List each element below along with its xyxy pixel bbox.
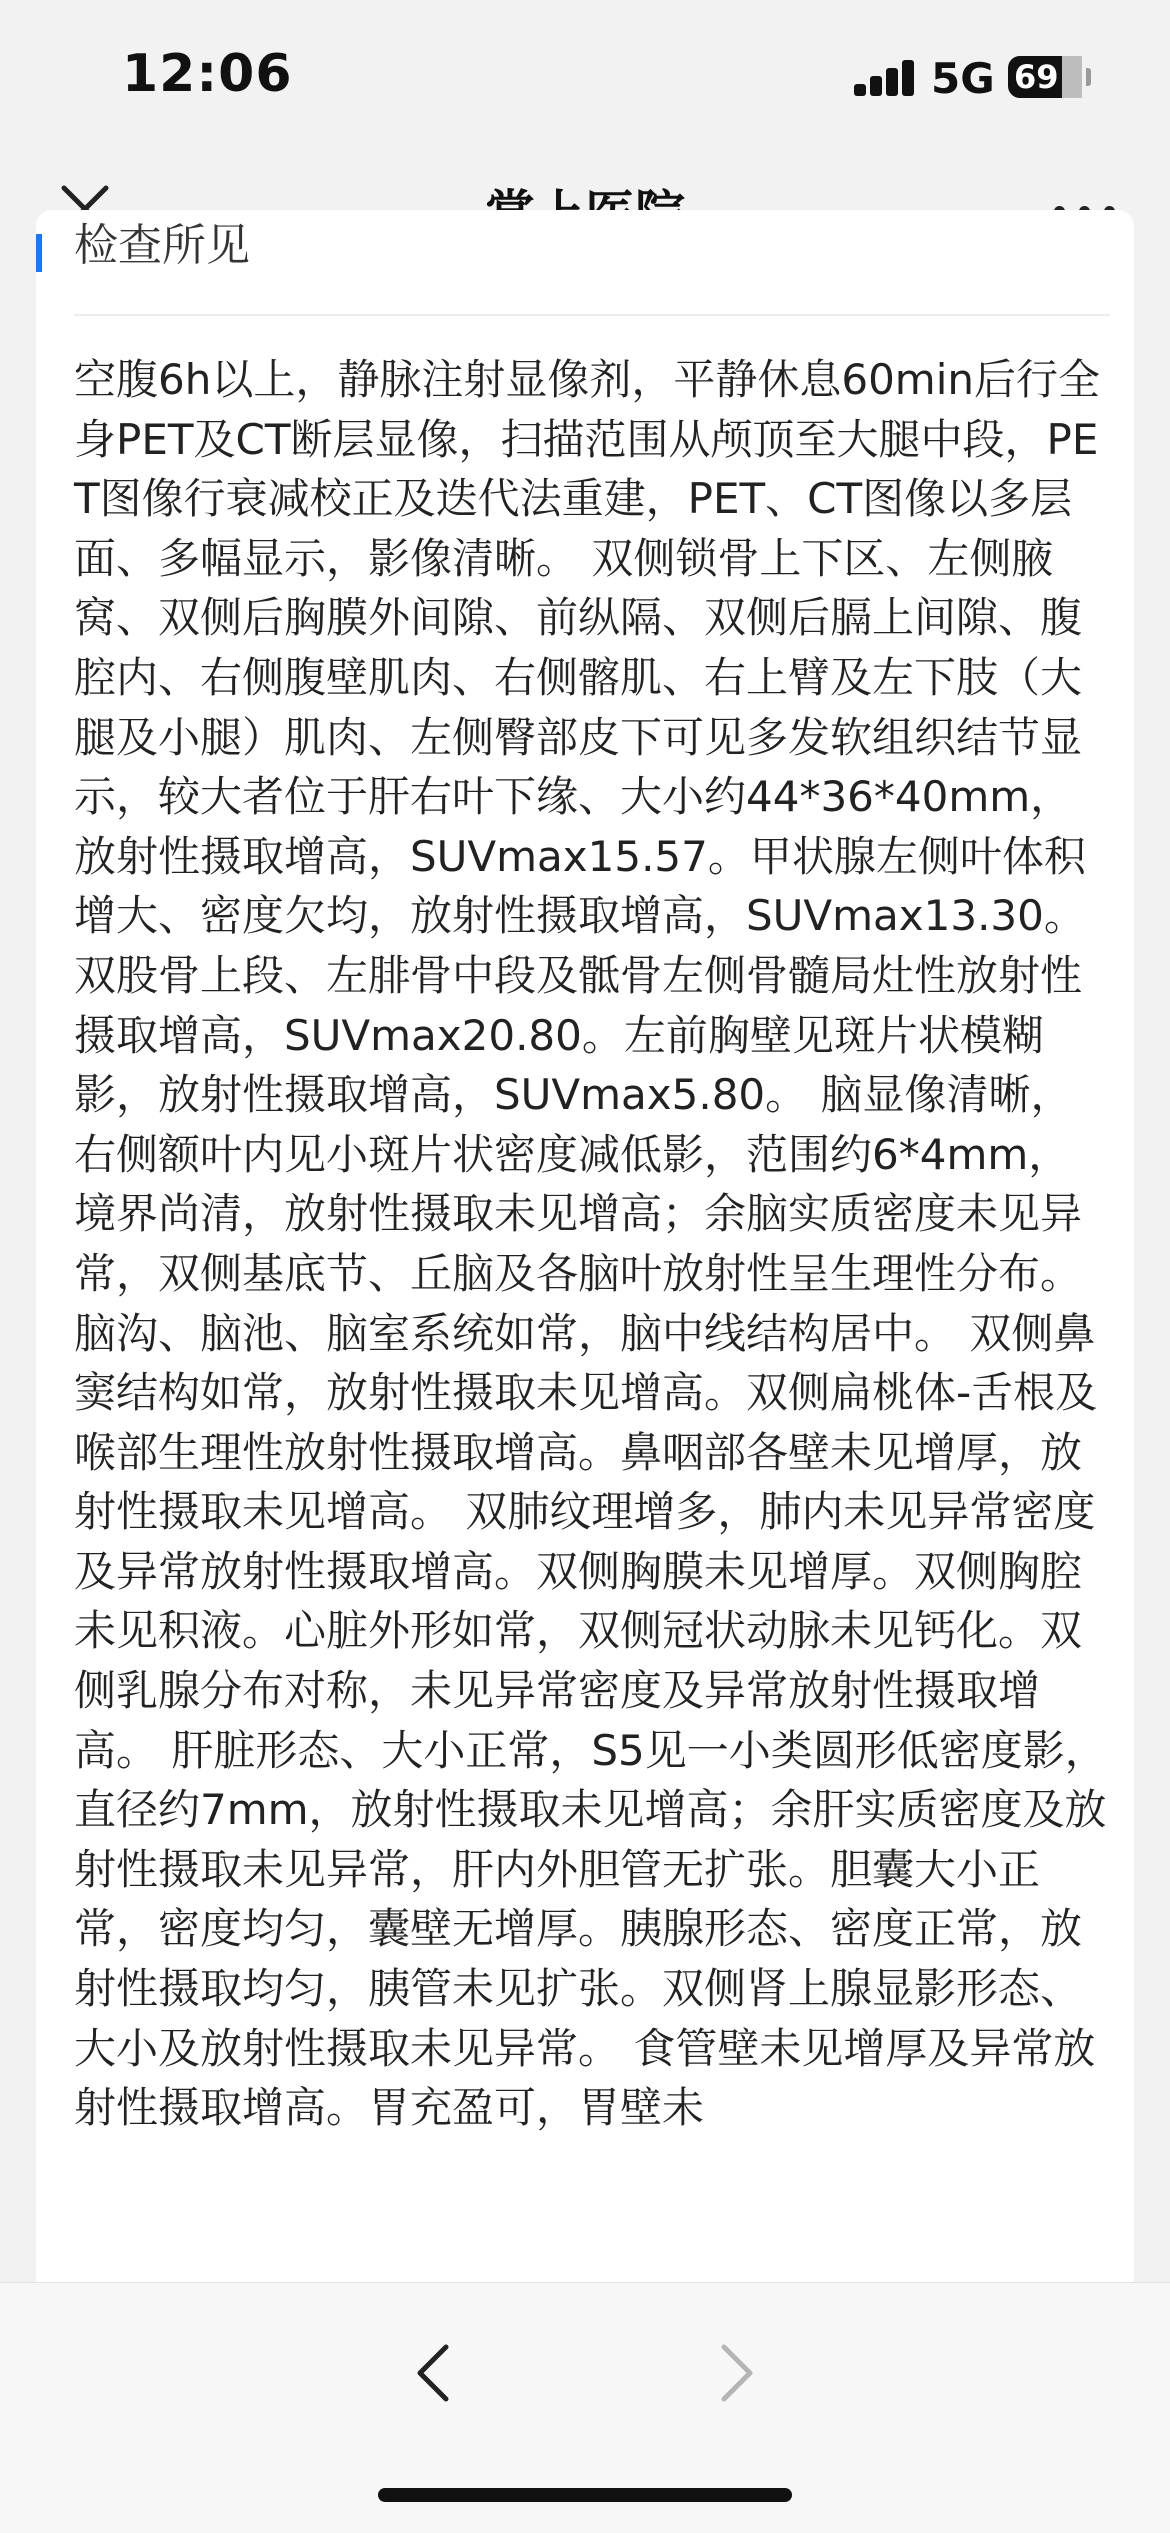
chevron-right-icon: [706, 2333, 766, 2413]
battery-icon: [1008, 56, 1082, 98]
findings-text: 空腹6h以上，静脉注射显像剂，平静休息60min后行全身PET及CT断层显像，扫描范围从颅顶至大腿中段，PET图像行衰减校正及迭代法重建，PET、CT图像以多层面、多幅显示，影像清晰。 双侧锁骨上下区、左侧腋窝、双侧后胸膜外间隙、前纵隔、双侧后膈上间隙、腹腔内、右侧腹壁肌肉、右侧髂肌、右上臂及左下肢（大腿及小腿）肌肉、左侧臀部皮下可见多发软组织结节显示，较大者位于肝右叶下缘、大小约44*36*40mm，放射性摄取增高，SUVmax15.57。甲状腺左侧叶体积增大、密度欠均，放射性摄取增高，SUVmax13.30。双股骨上段、左腓骨中段及骶骨左侧骨髓局灶性放射性摄取增高，SUVmax20.80。左前胸壁见斑片状模糊影，放射性摄取增高，SUVmax5.80。 脑显像清晰，右侧额叶内见小斑片状密度减低影，范围约6*4mm，境界尚清，放射性摄取未见增高；余脑实质密度未见异常，双侧基底节、丘脑及各脑叶放射性呈生理性分布。脑沟、脑池、脑室系统如常，脑中线结构居中。 双侧鼻窦结构如常，放射性摄取未见增高。双侧扁桃体-舌根及喉部生理性放射性摄取增高。鼻咽部各壁未见增厚，放射性摄取未见增高。 双肺纹理增多，肺内未见异常密度及异常放射性摄取增高。双侧胸膜未见增厚。双侧胸腔未见积液。心脏外形如常，双侧冠状动脉未见钙化。双侧乳腺分布对称，未见异常密度及异常放射性摄取增高。 肝脏形态、大小正常，S5见一小类圆形低密度影，直径约7mm，放射性摄取未见增高；余肝实质密度及放射性摄取未见异常，肝内外胆管无扩张。胆囊大小正常，密度均匀，囊壁无增厚。胰腺形态、密度正常，放射性摄取均匀，胰管未见扩张。双侧肾上腺显影形态、大小及放射性摄取未见异常。 食管壁未见增厚及异常放射性摄取增高。胃充盈可，胃壁未: [74, 355, 1107, 2133]
battery-level: 69: [1014, 58, 1059, 96]
section-accent-bar: [36, 234, 42, 272]
forward-button[interactable]: [706, 2333, 766, 2413]
findings-card: [36, 210, 1134, 2410]
content-scroll-area[interactable]: [0, 220, 1170, 2282]
status-time: 12:06: [122, 44, 293, 104]
battery-tip: [1086, 68, 1091, 86]
section-divider: [74, 314, 1110, 316]
status-bar: [0, 0, 1170, 150]
home-indicator: [378, 2488, 792, 2502]
network-type: 5G: [931, 54, 995, 103]
back-button[interactable]: [404, 2333, 464, 2413]
signal-icon: [854, 60, 916, 96]
section-title: 检查所见: [74, 220, 250, 271]
chevron-left-icon: [404, 2333, 464, 2413]
